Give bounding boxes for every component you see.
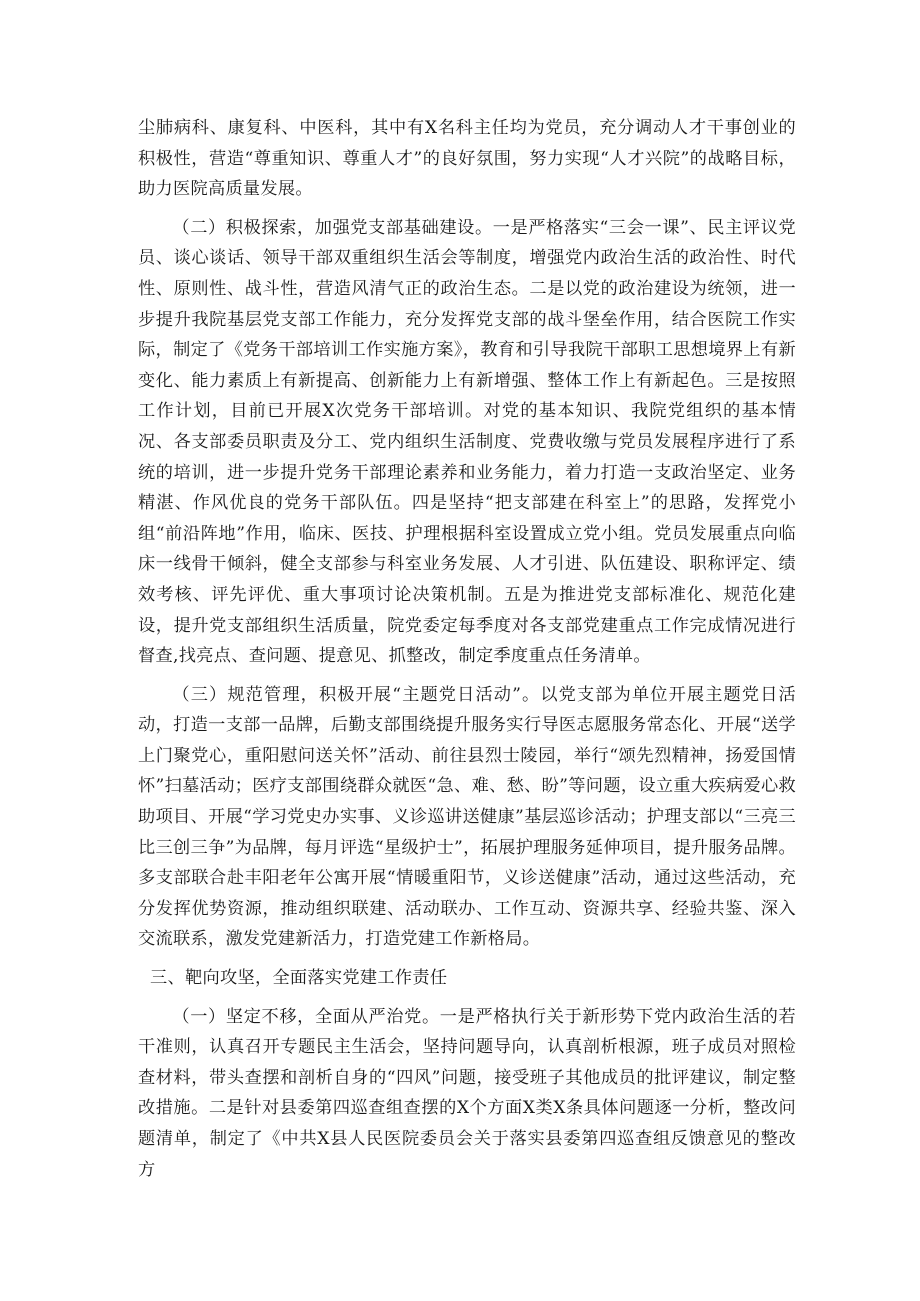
paragraph-continuation: 尘肺病科、康复科、中医科，其中有X名科主任均为党员，充分调动人才干事创业的积极性，营造“尊重知识、尊重人才”的良好氛围，努力实现“人才兴院”的战略目标，助力医院高质量发展。 (138, 118, 796, 200)
paragraph-section-2-2: （二）积极探索，加强党支部基础建设。一是严格落实“三会一课”、民主评议党员、谈心谈话、领导干部双重组织生活会等制度，增强党内政治生活的政治性、时代性、原则性、战斗性，营造风清气正的政治生态。二是以党的政治建设为统领，进一步提升我院基层党支部工作能力，充分发挥党支部的战斗堡垒作用，结合医院工作实际，制定了《党务干部培训工作实施方案》，教育和引导我院干部职工思想境界上有新变化、能力素质上有新提高、创新能力上有新增强、整体工作上有新起色。三是按照工作计划，目前已开展X次党务干部培训。对党的基本知识、我院党组织的基本情况、各支部委员职责及分工、党内组织生活制度、党费收缴与党员发展程序进行了系统的培训，进一步提升党务干部理论素养和业务能力，着力打造一支政治坚定、业务精湛、作风优良的党务干部队伍。四是坚持“把支部建在科室上”的思路，发挥党小组“前沿阵地”作用，临床、医技、护理根据科室设置成立党小组。党员发展重点向临床一线骨干倾斜，健全支部参与科室业务发展、人才引进、队伍建设、职称评定、绩效考核、评先评优、重大事项讨论决策机制。五是为推进党支部标准化、规范化建设，提升党支部组织生活质量，院党委定每季度对各支部党建重点工作完成情况进行督查,找亮点、查问题、提意见、抓整改，制定季度重点任务清单。 (138, 217, 796, 667)
paragraph-section-3-1: （一）坚定不移，全面从严治党。一是严格执行关于新形势下党内政治生活的若干准则，认真召开专题民主生活会，坚持问题导向，认真剖析根源，班子成员对照检查材料，带头查摆和剖析自身的“四风”问题，接受班子其他成员的批评建议，制定整改措施。二是针对县委第四巡查组查摆的X个方面X类X条具体问题逐一分析，整改问题清单，制定了《中共X县人民医院委员会关于落实县委第四巡查组反馈意见的整改方 (138, 1006, 796, 1180)
paragraph-section-2-3: （三）规范管理，积极开展“主题党日活动”。以党支部为单位开展主题党日活动，打造一支部一品牌，后勤支部围绕提升服务实行导医志愿服务常态化、开展“送学上门聚党心，重阳慰问送关怀”活动、前往县烈士陵园，举行“颂先烈精神，扬爱国情怀”扫墓活动；医疗支部围绕群众就医“急、难、愁、盼”等问题，设立重大疾病爱心救助项目、开展“学习党史办实事、义诊巡讲送健康”基层巡诊活动；护理支部以“三亮三比三创三争”为品牌，每月评选“星级护士”，拓展护理服务延伸项目，提升服务品牌。多支部联合赴丰阳老年公寓开展“情暖重阳节，义诊送健康”活动，通过这些活动，充分发挥优势资源，推动组织联建、活动联办、工作互动、资源共享、经验共鉴、深入交流联系，激发党建新活力，打造党建工作新格局。 (138, 684, 796, 950)
section-heading-3: 三、靶向攻坚，全面落实党建工作责任 (150, 968, 448, 989)
document-body (138, 113, 796, 1193)
